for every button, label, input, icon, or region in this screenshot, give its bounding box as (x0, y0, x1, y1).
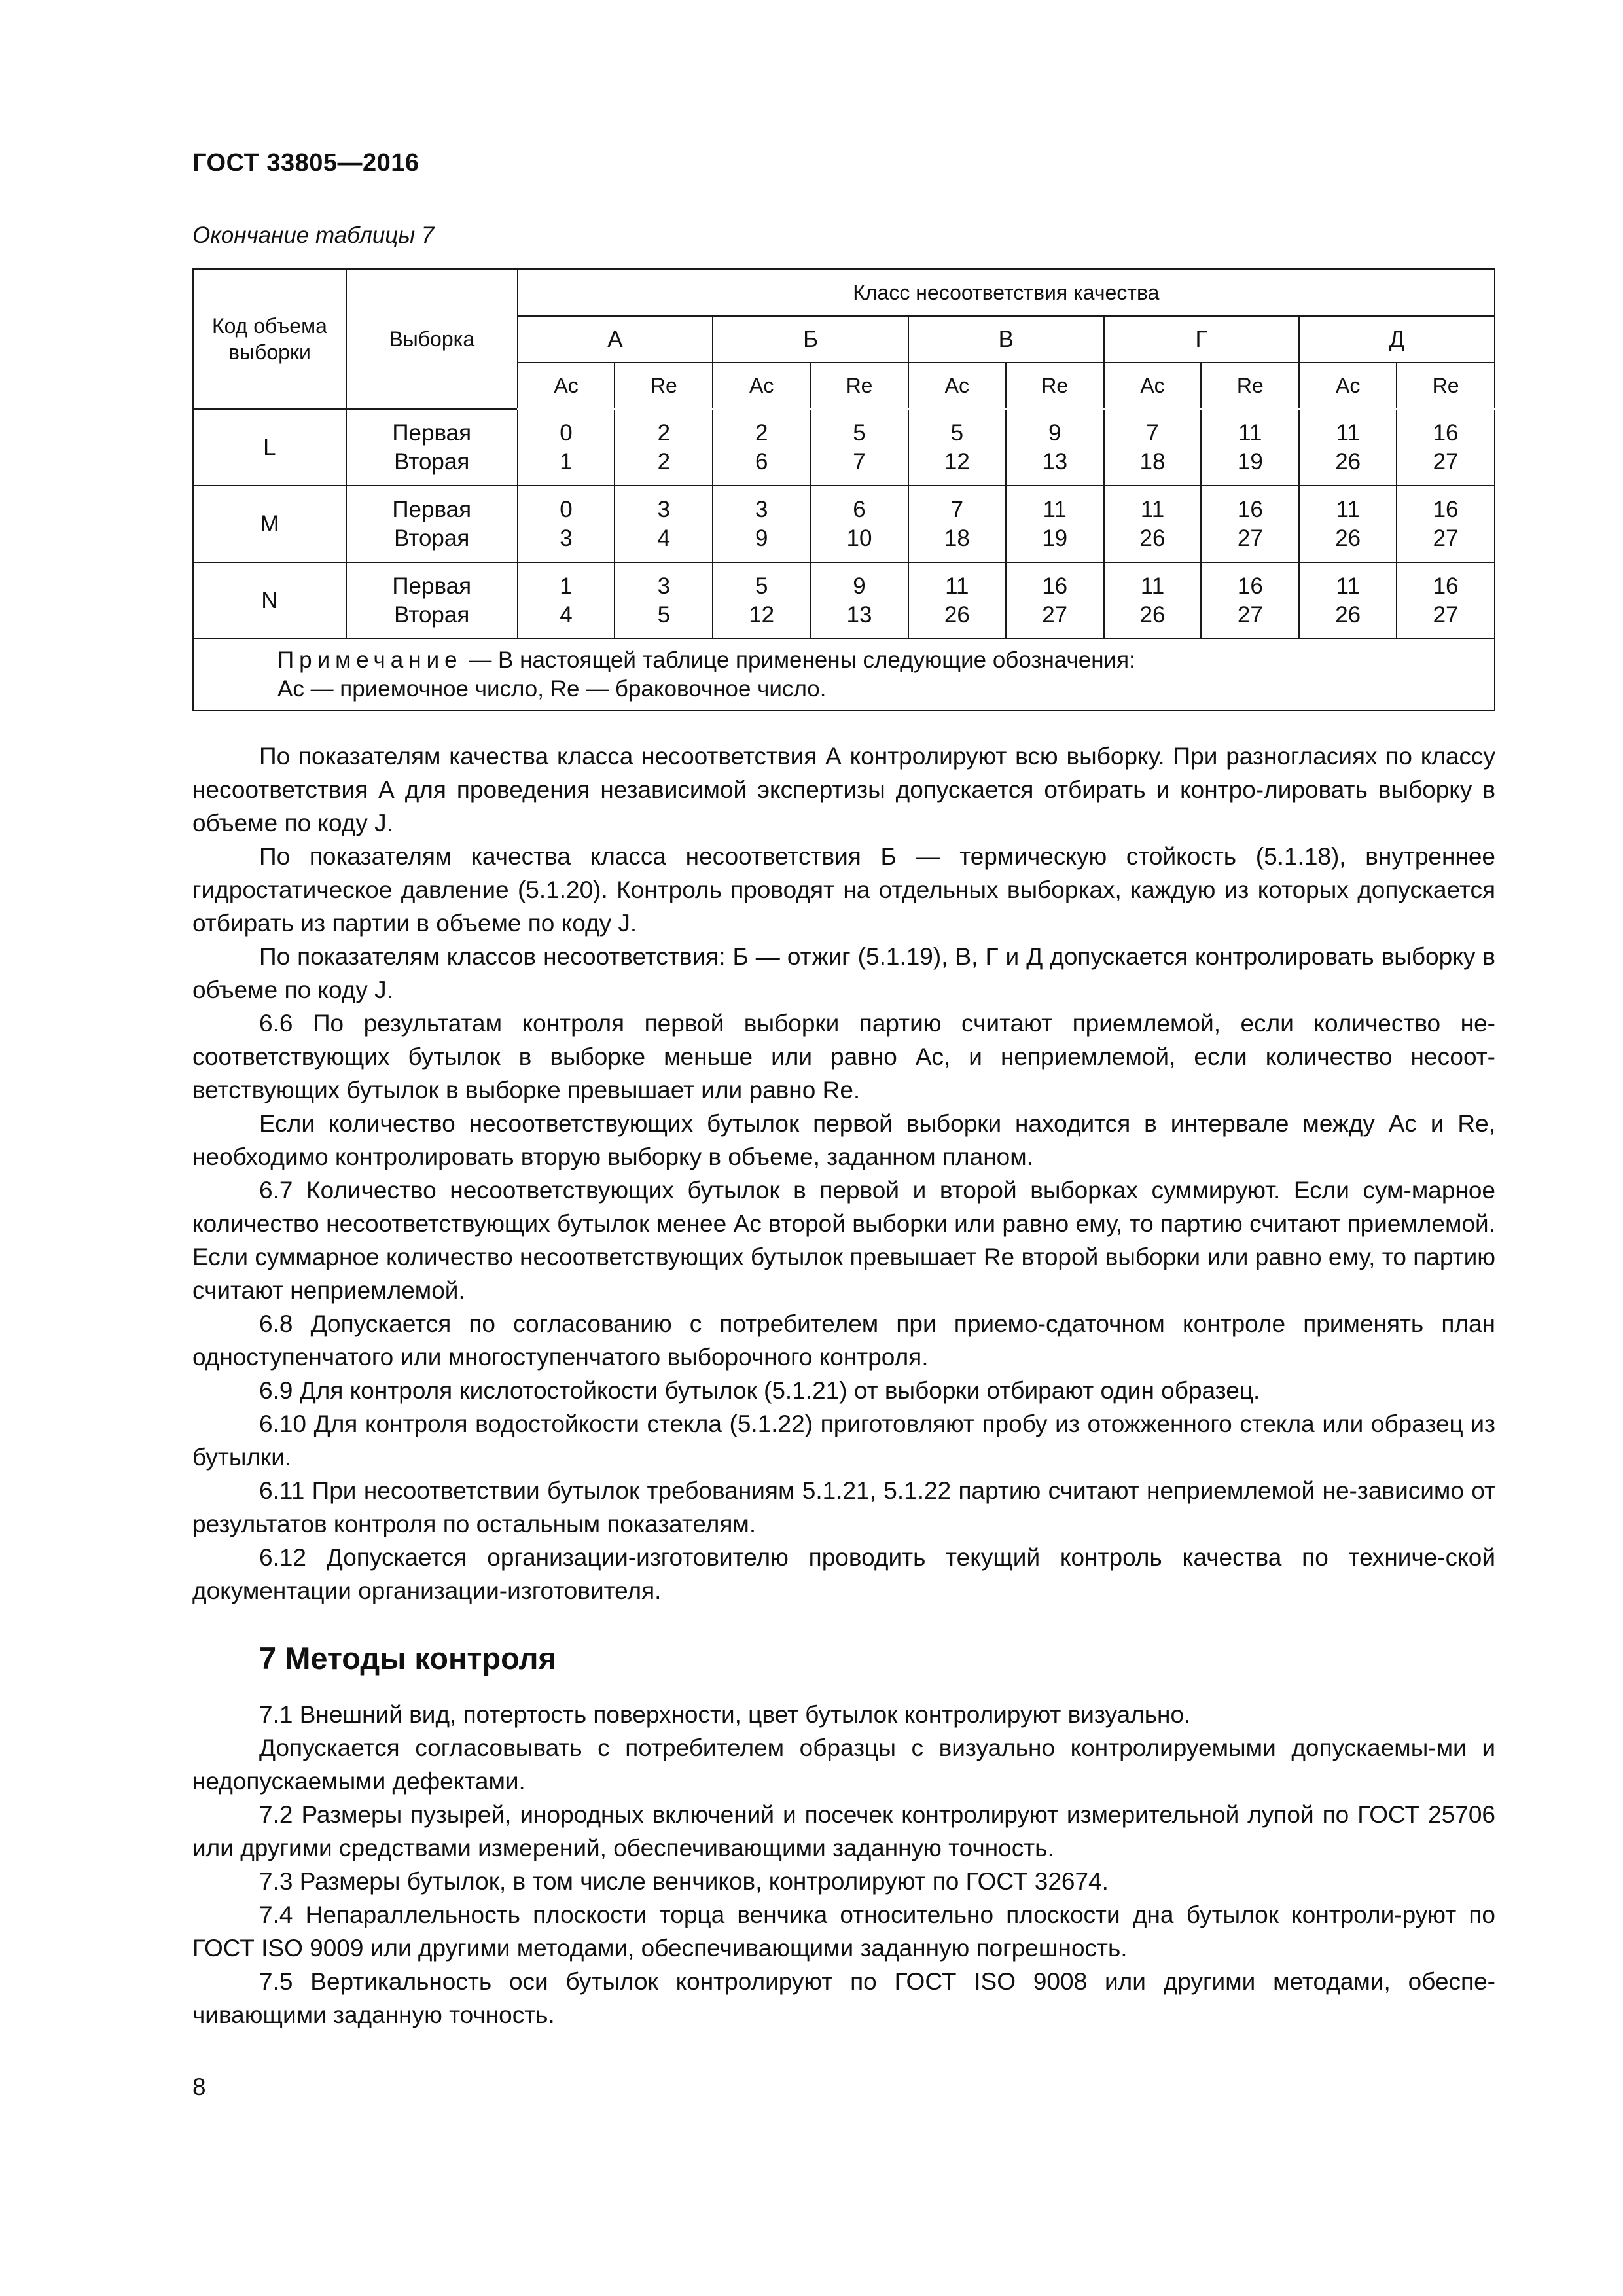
quality-table (192, 268, 1495, 711)
value-cell (908, 562, 1006, 639)
paragraph: 7.2 Размеры пузырей, инородных включений и посечек контролируют измерительной лупой по ГОСТ 25706 или другими средствами измерений, обеспечивающими заданную точность. (192, 1801, 1495, 1861)
header-ac: Ac (1299, 363, 1397, 409)
paragraph: 6.6 По результатам контроля первой выборки партию считают приемлемой, если количество не-соответствующих бутылок в выборке меньше или равно Ac, и неприемлемой, если количество несоот-ветствующих бутылок в выборке превышает или равно Re. (192, 1010, 1495, 1103)
value-second: 13 (1042, 449, 1068, 475)
paragraph: 7.3 Размеры бутылок, в том числе венчиков, контролируют по ГОСТ 32674. (259, 1868, 1109, 1895)
paragraph: 7.5 Вертикальность оси бутылок контролируют по ГОСТ ISO 9008 или другими методами, обеспе-чивающими заданную точность. (192, 1968, 1495, 2028)
note-label: Примечание (277, 647, 463, 673)
header-ac: Ac (1104, 363, 1202, 409)
value-cell (713, 409, 810, 486)
value-second: 19 (1042, 525, 1068, 551)
value-cell (713, 486, 810, 562)
value-first: 16 (1433, 420, 1459, 446)
value-cell (1299, 486, 1397, 562)
paragraph: 6.8 Допускается по согласованию с потребителем при приемо-сдаточном контроле применять план одноступенчатого или многоступенчатого выборочного контроля. (192, 1310, 1495, 1371)
volume-code-cell (193, 562, 346, 639)
value-first: 1 (560, 573, 573, 599)
value-first: 11 (1336, 573, 1360, 599)
value-first: 11 (1140, 573, 1165, 599)
value-second: 12 (944, 449, 970, 475)
sample-second: Вторая (394, 448, 470, 475)
paragraph: 6.10 Для контроля водостойкости стекла (5.1.22) приготовляют пробу из отожженного стекла или образец из бутылки. (192, 1410, 1495, 1471)
note-line-2: Ac — приемочное число, Re — браковочное число. (277, 676, 827, 702)
header-class-b: Б (713, 316, 908, 363)
value-cell (518, 562, 615, 639)
note-line-1: — В настоящей таблице применены следующие обозначения: (469, 647, 1135, 673)
header-class-g: Г (1104, 316, 1300, 363)
value-cell (1104, 562, 1202, 639)
value-first: 5 (853, 420, 866, 446)
header-sample: Выборка (346, 269, 518, 409)
paragraph: Допускается согласовывать с потребителем образцы с визуально контролируемыми допускаемы-ми и недопускаемыми дефектами. (192, 1734, 1495, 1795)
header-ac: Ac (518, 363, 615, 409)
value-cell (810, 562, 908, 639)
sample-second: Вторая (394, 601, 470, 628)
value-first: 3 (755, 496, 768, 522)
standard-header: ГОСТ 33805—2016 (192, 149, 419, 177)
header-class-a: А (518, 316, 713, 363)
section-heading: 7 Методы контроля (259, 1641, 556, 1676)
header-class-v: В (908, 316, 1104, 363)
paragraph: По показателям качества класса несоответствия А контролируют всю выборку. При разногласиях по классу несоответствия А для проведения независимой экспертизы допускается отбирать и контро-лировать выборку в объеме по коду J. (192, 743, 1495, 836)
value-second: 6 (755, 449, 768, 475)
value-cell (908, 409, 1006, 486)
value-first: 11 (1140, 496, 1165, 522)
table-row (193, 562, 1495, 639)
value-second: 27 (1433, 449, 1459, 475)
value-second: 3 (560, 525, 573, 551)
value-cell (1397, 409, 1495, 486)
value-second: 10 (846, 525, 872, 551)
paragraph: По показателям качества класса несоответствия Б — термическую стойкость (5.1.18), внутреннее гидростатическое давление (5.1.20). Контроль проводят на отдельных выборках, каждую из которых допускается отбирать из партии в объеме по коду J. (192, 843, 1495, 937)
value-second: 27 (1042, 601, 1068, 628)
header-ac: Ac (713, 363, 810, 409)
value-cell (1299, 409, 1397, 486)
value-cell (615, 409, 713, 486)
value-cell (1006, 562, 1104, 639)
note-row (193, 639, 1495, 711)
value-first: 11 (1336, 496, 1360, 522)
volume-code: N (261, 587, 278, 613)
value-first: 6 (853, 496, 866, 522)
value-cell (908, 486, 1006, 562)
value-first: 16 (1433, 496, 1459, 522)
value-first: 3 (657, 496, 671, 522)
header-re: Re (1397, 363, 1495, 409)
header-class-d: Д (1299, 316, 1495, 363)
value-cell (1104, 409, 1202, 486)
table-row (193, 409, 1495, 486)
value-first: 11 (945, 573, 969, 599)
value-first: 0 (560, 496, 573, 522)
value-cell (1104, 486, 1202, 562)
value-first: 5 (755, 573, 768, 599)
sample-cell (346, 562, 518, 639)
value-cell (1006, 486, 1104, 562)
volume-code: M (260, 511, 279, 537)
value-first: 16 (1237, 573, 1263, 599)
value-first: 0 (560, 420, 573, 446)
value-second: 9 (755, 525, 768, 551)
value-first: 7 (950, 496, 964, 522)
value-second: 18 (944, 525, 970, 551)
header-re: Re (615, 363, 713, 409)
value-cell (615, 562, 713, 639)
table-caption: Окончание таблицы 7 (192, 223, 435, 248)
paragraph: 7.1 Внешний вид, потертость поверхности, цвет бутылок контролируют визуально. (259, 1701, 1191, 1728)
page-number: 8 (192, 2073, 206, 2100)
value-cell (1201, 409, 1299, 486)
value-second: 27 (1433, 525, 1459, 551)
value-first: 16 (1042, 573, 1068, 599)
paragraph: 6.12 Допускается организации-изготовителю проводить текущий контроль качества по техниче-ской документации организации-изготовителя. (192, 1544, 1495, 1604)
value-second: 27 (1237, 601, 1263, 628)
value-second: 4 (657, 525, 671, 551)
value-first: 3 (657, 573, 671, 599)
value-cell (810, 409, 908, 486)
volume-code: L (263, 434, 276, 460)
sample-first: Первая (392, 496, 472, 522)
value-second: 4 (560, 601, 573, 628)
paragraph: Если количество несоответствующих бутылок первой выборки находится в интервале между Ac и Re, необходимо контролировать вторую выборку в объеме, заданном планом. (192, 1110, 1495, 1170)
value-first: 11 (1238, 420, 1262, 446)
value-first: 2 (755, 420, 768, 446)
header-re: Re (810, 363, 908, 409)
header-re: Re (1201, 363, 1299, 409)
value-cell (1397, 486, 1495, 562)
paragraph: 6.11 При несоответствии бутылок требованиям 5.1.21, 5.1.22 партию считают неприемлемой не-зависимо от результатов контроля по остальным показателям. (192, 1477, 1495, 1537)
value-second: 19 (1237, 449, 1263, 475)
volume-code-cell (193, 409, 346, 486)
value-cell (713, 562, 810, 639)
value-cell (1006, 409, 1104, 486)
header-ac: Ac (908, 363, 1006, 409)
table-note (193, 639, 1495, 711)
value-first: 11 (1043, 496, 1067, 522)
value-second: 26 (1139, 601, 1166, 628)
value-cell (1397, 562, 1495, 639)
value-first: 5 (950, 420, 964, 446)
header-volume-code: Код объема выборки (193, 269, 346, 409)
value-second: 27 (1433, 601, 1459, 628)
sample-cell (346, 409, 518, 486)
sample-second: Вторая (394, 525, 470, 551)
value-first: 2 (657, 420, 671, 446)
header-quality-class: Класс несоответствия качества (518, 269, 1495, 316)
value-cell (518, 409, 615, 486)
value-second: 2 (657, 449, 671, 475)
volume-code-cell (193, 486, 346, 562)
header-re: Re (1006, 363, 1104, 409)
value-first: 7 (1146, 420, 1159, 446)
value-cell (615, 486, 713, 562)
value-second: 26 (1335, 525, 1361, 551)
table-row (193, 486, 1495, 562)
body-text (192, 740, 1495, 2032)
value-first: 16 (1237, 496, 1263, 522)
sample-cell (346, 486, 518, 562)
paragraph: 7.4 Непараллельность плоскости торца венчика относительно плоскости дна бутылок контроли-руют по ГОСТ ISO 9009 или другими методами, обеспечивающими заданную погрешность. (192, 1901, 1495, 1962)
value-second: 26 (1335, 601, 1361, 628)
value-cell (1299, 562, 1397, 639)
value-second: 26 (944, 601, 970, 628)
value-second: 27 (1237, 525, 1263, 551)
value-cell (518, 486, 615, 562)
value-cell (1201, 562, 1299, 639)
value-second: 26 (1335, 449, 1361, 475)
value-second: 18 (1139, 449, 1166, 475)
value-second: 5 (657, 601, 671, 628)
value-first: 11 (1336, 420, 1360, 446)
value-second: 1 (560, 449, 573, 475)
paragraph: 6.9 Для контроля кислотостойкости бутылок (5.1.21) от выборки отбирают один образец. (259, 1377, 1260, 1404)
value-cell (1201, 486, 1299, 562)
paragraph: По показателям классов несоответствия: Б — отжиг (5.1.19), В, Г и Д допускается контролировать выборку в объеме по коду J. (192, 943, 1495, 1003)
paragraph: 6.7 Количество несоответствующих бутылок в первой и второй выборках суммируют. Если сум-марное количество несоответствующих бутылок менее Ac второй выборки или равно ему, то партию считают приемлемой. Если суммарное количество несоответствующих бутылок превышает Re второй выборки или равно ему, то партию считают неприемлемой. (192, 1177, 1495, 1304)
value-first: 9 (1048, 420, 1061, 446)
sample-first: Первая (392, 573, 472, 599)
value-second: 12 (749, 601, 775, 628)
value-first: 9 (853, 573, 866, 599)
value-cell (810, 486, 908, 562)
value-second: 26 (1139, 525, 1166, 551)
sample-first: Первая (392, 420, 472, 446)
value-first: 16 (1433, 573, 1459, 599)
value-second: 13 (846, 601, 872, 628)
value-second: 7 (853, 449, 866, 475)
